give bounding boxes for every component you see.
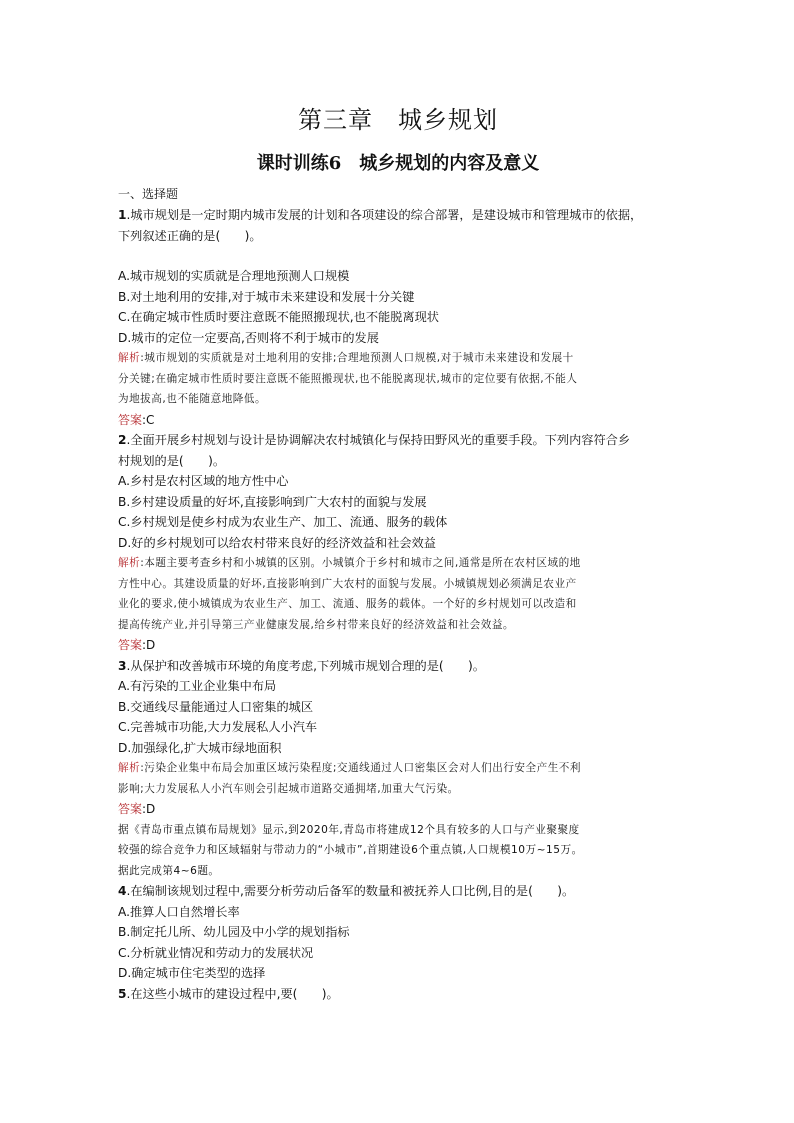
material-line-2: 较强的综合竞争力和区域辐射与带动力的“小城市”,首期建设6个重点镇,人口规模10万~15万。: [118, 844, 583, 856]
question-5: [118, 984, 678, 1005]
question-number: 5: [118, 986, 127, 1001]
question-2-option-b: B.乡村建设质量的好坏,直接影响到广大农村的面貌与发展: [118, 494, 427, 509]
question-1-option-c: C.在确定城市性质时要注意既不能照搬现状,也不能脱离现状: [118, 310, 439, 324]
question-2-analysis-line-3: 业化的要求,使小城镇成为农业生产、加工、流通、服务的载体。一个好的乡村规划可以改造和: [118, 598, 577, 610]
material-passage: [118, 820, 678, 882]
question-3-option-c: C.完善城市功能,大力发展私人小汽车: [118, 720, 318, 734]
question-3-answer: 答案:D: [118, 802, 156, 816]
analysis-label: 解析: [118, 762, 141, 774]
question-1-option-a: A.城市规划的实质就是合理地预测人口规模: [118, 269, 350, 283]
question-3-analysis: 解析:污染企业集中布局会加重区域污染程度;交通线通过人口密集区会对人们出行安全产生不利: [118, 762, 581, 774]
question-2: [118, 430, 678, 656]
question-number: 4: [118, 884, 127, 898]
question-1-answer: 答案:C: [118, 412, 155, 427]
question-number: 2: [118, 433, 127, 447]
answer-label: 答案: [118, 412, 143, 427]
question-3-stem: 3.从保护和改善城市环境的角度考虑,下列城市规划合理的是( )。: [118, 658, 485, 673]
question-1-option-b: B.对土地利用的安排,对于城市未来建设和发展十分关键: [118, 289, 415, 304]
question-1-analysis-line-2: 分关键;在确定城市性质时要注意既不能照搬现状,也不能脱离现状,城市的定位要有依据,不能人: [118, 372, 578, 385]
section-heading: 一、选择题: [118, 187, 179, 201]
question-5-stem: 5.在这些小城市的建设过程中,要( )。: [118, 986, 339, 1001]
question-4-option-b: B.制定托儿所、幼儿园及中小学的规划指标: [118, 925, 350, 939]
question-1: [118, 205, 678, 430]
answer-label: 答案: [118, 638, 143, 652]
question-2-analysis-line-2: 方性中心。其建设质量的好坏,直接影响到广大农村的面貌与发展。小城镇规划必须满足农业产: [118, 577, 577, 590]
chapter-title: 第三章 城乡规划: [298, 106, 498, 134]
question-3-option-b: B.交通线尽量能通过人口密集的城区: [118, 699, 314, 714]
analysis-label: 解析: [118, 557, 141, 569]
question-3-option-a: A.有污染的工业企业集中布局: [118, 679, 277, 693]
question-2-analysis: 解析:本题主要考查乡村和小城镇的区别。小城镇介于乡村和城市之间,通常是所在农村区域的地: [118, 557, 581, 569]
question-2-option-d: D.好的乡村规划可以给农村带来良好的经济效益和社会效益: [118, 535, 436, 550]
question-2-stem: 2.全面开展乡村规划与设计是协调解决农村城镇化与保持田野风光的重要手段。下列内容符合乡: [118, 433, 631, 447]
question-number: 3: [118, 658, 127, 673]
analysis-label: 解析: [118, 352, 141, 364]
answer-label: 答案: [118, 802, 143, 816]
question-1-option-d: D.城市的定位一定要高,否则将不利于城市的发展: [118, 330, 379, 345]
question-3: [118, 656, 678, 820]
question-2-answer: 答案:D: [118, 638, 156, 652]
question-1-stem: 1.城市规划是一定时期内城市发展的计划和各项建设的综合部署，是建设城市和管理城市的依据，: [118, 208, 643, 222]
question-4-option-c: C.分析就业情况和劳动力的发展状况: [118, 945, 314, 960]
question-1-analysis: 解析:城市规划的实质就是对土地利用的安排;合理地预测人口规模,对于城市未来建设和发展十: [118, 352, 574, 364]
question-2-option-c: C.乡村规划是使乡村成为农业生产、加工、流通、服务的载体: [118, 515, 448, 529]
question-4: [118, 881, 678, 984]
question-4-option-a: A.推算人口自然增长率: [118, 904, 240, 919]
question-2-stem-cont: 村规划的是( )。: [118, 453, 226, 468]
question-2-option-a: A.乡村是农村区域的地方性中心: [118, 474, 289, 488]
lesson-title: 课时训练6 城乡规划的内容及意义: [256, 153, 540, 174]
material-line-1: 据《青岛市重点镇布局规划》显示,到2020年,青岛市将建成12个具有较多的人口与产业聚聚度: [118, 823, 580, 836]
document-page: [118, 100, 678, 1004]
question-2-analysis-line-4: 提高传统产业,并引导第三产业健康发展,给乡村带来良好的经济效益和社会效益。: [118, 618, 515, 631]
question-4-option-d: D.确定城市住宅类型的选择: [118, 966, 266, 980]
question-4-stem: 4.在编制该规划过程中,需要分析劳动后备军的数量和被抚养人口比例,目的是( )。: [118, 884, 575, 898]
question-number: 1: [118, 208, 127, 222]
question-1-stem-cont: 下列叙述正确的是( )。: [118, 228, 262, 243]
material-line-3: 据此完成第4~6题。: [118, 864, 220, 877]
question-3-option-d: D.加强绿化,扩大城市绿地面积: [118, 740, 282, 755]
question-1-analysis-line-3: 为地拔高,也不能随意地降低。: [118, 393, 267, 405]
question-3-analysis-line-2: 影响;大力发展私人小汽车则会引起城市道路交通拥堵,加重大气污染。: [118, 782, 459, 795]
